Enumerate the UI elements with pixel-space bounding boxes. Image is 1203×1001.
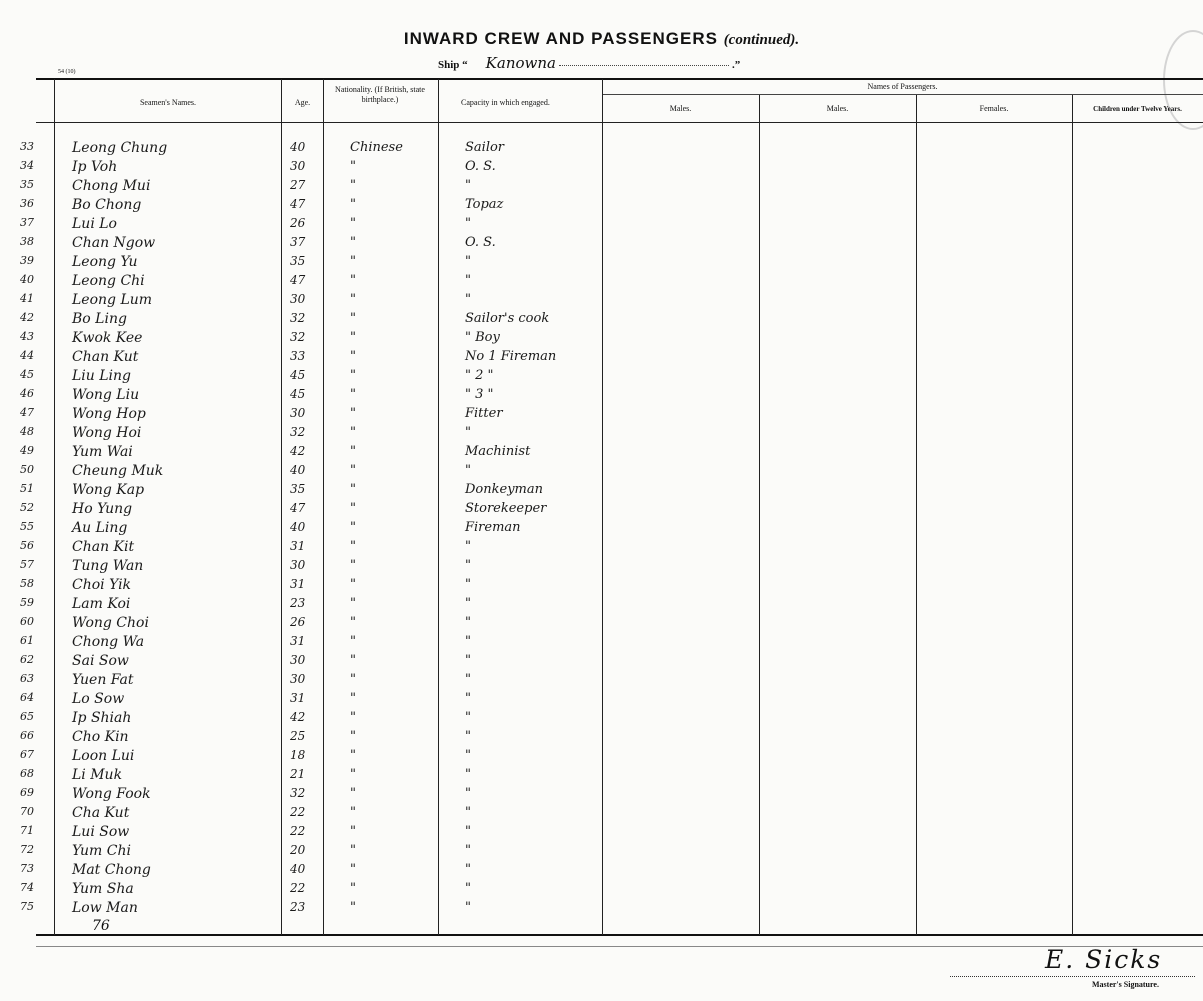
seaman-age: 32: [290, 330, 306, 344]
seaman-name: Cha Kut: [72, 805, 130, 821]
crew-row: [20, 824, 600, 843]
seaman-capacity: ": [465, 748, 471, 763]
seaman-nationality: ": [350, 368, 356, 383]
crew-row: [20, 273, 600, 292]
seaman-name: Tung Wan: [72, 558, 144, 574]
crew-total: 76: [92, 918, 110, 934]
seaman-age: 32: [290, 786, 306, 800]
seaman-nationality: ": [350, 691, 356, 706]
seaman-nationality: ": [350, 349, 356, 364]
row-number: 50: [20, 463, 34, 476]
seaman-name: Chong Wa: [72, 634, 145, 650]
row-number: 34: [20, 159, 34, 172]
seaman-name: Li Muk: [72, 767, 123, 783]
seaman-capacity: ": [465, 463, 471, 478]
seaman-age: 18: [290, 748, 306, 762]
seaman-capacity: Storekeeper: [465, 501, 547, 516]
seaman-age: 33: [290, 349, 306, 363]
seaman-nationality: ": [350, 159, 356, 174]
seaman-nationality: ": [350, 862, 356, 877]
seaman-nationality: ": [350, 482, 356, 497]
row-number: 45: [20, 368, 34, 381]
crew-row: [20, 482, 600, 501]
header-children: Children under Twelve Years.: [1093, 105, 1182, 113]
seaman-nationality: ": [350, 292, 356, 307]
crew-row: [20, 767, 600, 786]
seaman-name: Wong Hop: [72, 406, 146, 422]
seaman-age: 37: [290, 235, 306, 249]
crew-row: [20, 615, 600, 634]
crew-row: [20, 387, 600, 406]
row-number: 47: [20, 406, 34, 419]
seaman-capacity: ": [465, 178, 471, 193]
seaman-name: Chan Ngow: [72, 235, 156, 251]
seaman-capacity: ": [465, 634, 471, 649]
seaman-name: Cheung Muk: [72, 463, 164, 479]
seaman-capacity: ": [465, 805, 471, 820]
seaman-name: Leong Yu: [72, 254, 138, 270]
seaman-nationality: ": [350, 387, 356, 402]
crew-row: [20, 197, 600, 216]
row-number: 43: [20, 330, 34, 343]
row-number: 48: [20, 425, 34, 438]
table-bottom-rule-thin: [36, 946, 1203, 947]
seaman-age: 20: [290, 843, 306, 857]
crew-row: [20, 501, 600, 520]
seaman-age: 31: [290, 539, 306, 553]
seaman-nationality: ": [350, 235, 356, 250]
row-number: 57: [20, 558, 34, 571]
ship-label: Ship: [438, 59, 460, 71]
seaman-capacity: ": [465, 216, 471, 231]
seaman-capacity: ": [465, 767, 471, 782]
seaman-age: 40: [290, 520, 306, 534]
row-number: 65: [20, 710, 34, 723]
seaman-nationality: ": [350, 444, 356, 459]
seaman-capacity: Machinist: [465, 444, 531, 459]
seaman-nationality: ": [350, 501, 356, 516]
seaman-nationality: ": [350, 178, 356, 193]
row-number: 41: [20, 292, 34, 305]
seaman-capacity: " 2 ": [465, 368, 494, 383]
seaman-name: Yum Chi: [72, 843, 131, 859]
row-number: 68: [20, 767, 34, 780]
seaman-name: Lui Sow: [72, 824, 130, 840]
seaman-name: Wong Choi: [72, 615, 149, 631]
table-bottom-rule: [36, 934, 1203, 936]
header-males-2: Males.: [826, 104, 849, 113]
row-number: 46: [20, 387, 34, 400]
ship-name: Kanowna: [485, 54, 556, 72]
crew-row: [20, 235, 600, 254]
crew-row: [20, 520, 600, 539]
master-signature: E. Sicks: [1045, 945, 1163, 974]
crew-row: [20, 729, 600, 748]
seaman-age: 42: [290, 710, 306, 724]
seaman-age: 45: [290, 387, 306, 401]
row-number: 39: [20, 254, 34, 267]
row-number: 42: [20, 311, 34, 324]
seaman-capacity: " 3 ": [465, 387, 494, 402]
seaman-name: Cho Kin: [72, 729, 129, 745]
seaman-capacity: Sailor: [465, 140, 505, 155]
crew-row: [20, 653, 600, 672]
seaman-age: 35: [290, 482, 306, 496]
seaman-age: 23: [290, 596, 306, 610]
seaman-nationality: ": [350, 653, 356, 668]
seaman-age: 22: [290, 881, 306, 895]
seaman-capacity: ": [465, 786, 471, 801]
crew-row: [20, 368, 600, 387]
seaman-name: Low Man: [72, 900, 138, 916]
seaman-age: 22: [290, 805, 306, 819]
seaman-nationality: ": [350, 615, 356, 630]
seaman-age: 31: [290, 634, 306, 648]
header-nationality: Nationality. (If British, state birthplace.): [335, 85, 425, 104]
seaman-nationality: ": [350, 425, 356, 440]
seaman-capacity: ": [465, 862, 471, 877]
crew-row: [20, 406, 600, 425]
seaman-nationality: ": [350, 330, 356, 345]
seaman-age: 35: [290, 254, 306, 268]
ship-open-quote: “: [462, 59, 468, 71]
seaman-age: 40: [290, 140, 306, 154]
crew-row: [20, 349, 600, 368]
seaman-name: Ho Yung: [72, 501, 133, 517]
row-number: 70: [20, 805, 34, 818]
seaman-capacity: ": [465, 254, 471, 269]
seaman-capacity: ": [465, 425, 471, 440]
seaman-capacity: O. S.: [465, 159, 496, 174]
seaman-capacity: ": [465, 577, 471, 592]
row-number: 52: [20, 501, 34, 514]
crew-row: [20, 577, 600, 596]
seaman-name: Yum Sha: [72, 881, 134, 897]
seaman-capacity: ": [465, 691, 471, 706]
form-number: 54 (10): [58, 69, 76, 75]
seaman-age: 30: [290, 406, 306, 420]
seaman-name: Yuen Fat: [72, 672, 134, 688]
seaman-name: Chong Mui: [72, 178, 151, 194]
seaman-capacity: ": [465, 292, 471, 307]
crew-row: [20, 805, 600, 824]
header-names-of-passengers: Names of Passengers.: [867, 82, 938, 91]
ship-close-quote: .”: [731, 59, 741, 71]
row-number: 75: [20, 900, 34, 913]
row-number: 67: [20, 748, 34, 761]
seaman-age: 30: [290, 672, 306, 686]
crew-row: [20, 862, 600, 881]
row-number: 58: [20, 577, 34, 590]
seaman-name: Lo Sow: [72, 691, 125, 707]
crew-row: [20, 254, 600, 273]
seaman-capacity: Fireman: [465, 520, 521, 535]
crew-row: [20, 330, 600, 349]
seaman-nationality: ": [350, 710, 356, 725]
seaman-nationality: ": [350, 539, 356, 554]
seaman-name: Choi Yik: [72, 577, 132, 593]
seaman-name: Kwok Kee: [72, 330, 143, 346]
column-divider: [602, 79, 603, 935]
crew-row: [20, 178, 600, 197]
crew-row: [20, 672, 600, 691]
seaman-age: 31: [290, 691, 306, 705]
crew-row: [20, 425, 600, 444]
crew-row: [20, 292, 600, 311]
seaman-age: 30: [290, 292, 306, 306]
row-number: 55: [20, 520, 34, 533]
seaman-capacity: " Boy: [465, 330, 500, 345]
ship-dotted-line: [559, 65, 729, 66]
seaman-capacity: ": [465, 596, 471, 611]
seaman-age: 47: [290, 501, 306, 515]
row-number: 36: [20, 197, 34, 210]
seaman-nationality: ": [350, 729, 356, 744]
seaman-capacity: ": [465, 615, 471, 630]
row-number: 63: [20, 672, 34, 685]
seaman-age: 25: [290, 729, 306, 743]
seaman-name: Chan Kut: [72, 349, 139, 365]
row-number: 61: [20, 634, 34, 647]
row-number: 71: [20, 824, 34, 837]
seaman-capacity: ": [465, 558, 471, 573]
seaman-nationality: ": [350, 273, 356, 288]
seaman-nationality: ": [350, 824, 356, 839]
crew-row: [20, 140, 600, 159]
seaman-nationality: ": [350, 311, 356, 326]
crew-row: [20, 900, 600, 919]
row-number: 72: [20, 843, 34, 856]
row-number: 66: [20, 729, 34, 742]
seaman-age: 42: [290, 444, 306, 458]
seaman-capacity: ": [465, 672, 471, 687]
table-top-rule: [36, 78, 1203, 80]
title-text: INWARD CREW AND PASSENGERS: [403, 29, 718, 48]
seaman-nationality: ": [350, 900, 356, 915]
seaman-capacity: ": [465, 539, 471, 554]
seaman-nationality: ": [350, 634, 356, 649]
seaman-name: Sai Sow: [72, 653, 129, 669]
seaman-capacity: Donkeyman: [465, 482, 543, 497]
seaman-age: 30: [290, 558, 306, 572]
row-number: 73: [20, 862, 34, 875]
seaman-capacity: ": [465, 653, 471, 668]
seaman-name: Mat Chong: [72, 862, 151, 878]
seaman-capacity: ": [465, 729, 471, 744]
row-number: 59: [20, 596, 34, 609]
seaman-nationality: ": [350, 881, 356, 896]
seaman-capacity: ": [465, 900, 471, 915]
seaman-nationality: ": [350, 463, 356, 478]
seaman-nationality: Chinese: [350, 140, 403, 155]
crew-row: [20, 216, 600, 235]
seaman-age: 23: [290, 900, 306, 914]
seaman-capacity: Topaz: [465, 197, 504, 212]
seaman-nationality: ": [350, 577, 356, 592]
seaman-name: Wong Kap: [72, 482, 145, 498]
seaman-name: Leong Chung: [72, 140, 168, 156]
row-number: 37: [20, 216, 34, 229]
header-capacity: Capacity in which engaged.: [461, 98, 550, 107]
seaman-capacity: ": [465, 710, 471, 725]
row-number: 49: [20, 444, 34, 457]
seaman-nationality: ": [350, 254, 356, 269]
crew-row: [20, 710, 600, 729]
seaman-nationality: ": [350, 672, 356, 687]
signature-label: Master's Signature.: [1092, 980, 1159, 989]
row-number: 35: [20, 178, 34, 191]
seaman-capacity: O. S.: [465, 235, 496, 250]
seaman-nationality: ": [350, 748, 356, 763]
row-number: 60: [20, 615, 34, 628]
crew-row: [20, 634, 600, 653]
header-age: Age.: [294, 98, 311, 107]
seaman-age: 40: [290, 862, 306, 876]
seaman-nationality: ": [350, 520, 356, 535]
seaman-age: 32: [290, 425, 306, 439]
column-divider: [759, 95, 760, 935]
seaman-age: 26: [290, 216, 306, 230]
row-number: 51: [20, 482, 34, 495]
seaman-name: Bo Chong: [72, 197, 142, 213]
header-seamen-names: Seamen's Names.: [139, 98, 197, 107]
title-suffix: (continued).: [723, 32, 800, 48]
passengers-subheader-rule: [602, 94, 1203, 95]
column-divider: [1072, 95, 1073, 935]
seaman-nationality: ": [350, 558, 356, 573]
crew-row: [20, 159, 600, 178]
seaman-capacity: Sailor's cook: [465, 311, 550, 326]
seaman-capacity: Fitter: [465, 406, 503, 421]
seaman-age: 32: [290, 311, 306, 325]
crew-row: [20, 311, 600, 330]
seaman-nationality: ": [350, 843, 356, 858]
seaman-name: Lui Lo: [72, 216, 117, 232]
seaman-age: 40: [290, 463, 306, 477]
seaman-age: 31: [290, 577, 306, 591]
seaman-name: Chan Kit: [72, 539, 135, 555]
seaman-nationality: ": [350, 805, 356, 820]
row-number: 44: [20, 349, 34, 362]
ship-line: [438, 54, 740, 72]
row-number: 74: [20, 881, 34, 894]
row-number: 33: [20, 140, 34, 153]
row-number: 38: [20, 235, 34, 248]
seaman-capacity: ": [465, 824, 471, 839]
crew-row: [20, 748, 600, 767]
crew-row: [20, 843, 600, 862]
seaman-age: 45: [290, 368, 306, 382]
crew-row: [20, 463, 600, 482]
seaman-nationality: ": [350, 767, 356, 782]
seaman-capacity: ": [465, 273, 471, 288]
seaman-name: Loon Lui: [72, 748, 135, 764]
seaman-name: Bo Ling: [72, 311, 127, 327]
row-number: 56: [20, 539, 34, 552]
crew-row: [20, 596, 600, 615]
seaman-name: Ip Shiah: [72, 710, 132, 726]
seaman-age: 30: [290, 653, 306, 667]
seaman-name: Liu Ling: [72, 368, 131, 384]
seaman-name: Yum Wai: [72, 444, 133, 460]
crew-row: [20, 444, 600, 463]
seaman-age: 30: [290, 159, 306, 173]
seaman-age: 27: [290, 178, 306, 192]
seaman-name: Au Ling: [72, 520, 128, 536]
row-number: 40: [20, 273, 34, 286]
column-divider: [916, 95, 917, 935]
seaman-age: 47: [290, 197, 306, 211]
seaman-name: Lam Koi: [72, 596, 131, 612]
signature-line: [950, 976, 1195, 977]
crew-row: [20, 881, 600, 900]
seaman-age: 21: [290, 767, 306, 781]
seaman-name: Wong Liu: [72, 387, 140, 403]
row-number: 69: [20, 786, 34, 799]
seaman-age: 26: [290, 615, 306, 629]
seaman-capacity: ": [465, 881, 471, 896]
seaman-nationality: ": [350, 786, 356, 801]
seaman-age: 22: [290, 824, 306, 838]
seaman-name: Wong Fook: [72, 786, 151, 802]
seaman-nationality: ": [350, 216, 356, 231]
seaman-capacity: ": [465, 843, 471, 858]
row-number: 62: [20, 653, 34, 666]
seaman-age: 47: [290, 273, 306, 287]
seaman-name: Ip Voh: [72, 159, 118, 175]
header-males-1: Males.: [669, 104, 692, 113]
seaman-capacity: No 1 Fireman: [465, 349, 557, 364]
seaman-name: Leong Lum: [72, 292, 153, 308]
seaman-nationality: ": [350, 406, 356, 421]
table-header-rule: [36, 122, 1203, 123]
form-title: [0, 29, 1203, 49]
header-females: Females.: [979, 104, 1009, 113]
seaman-nationality: ": [350, 197, 356, 212]
crew-row: [20, 539, 600, 558]
crew-row: [20, 691, 600, 710]
crew-row: [20, 558, 600, 577]
seaman-name: Wong Hoi: [72, 425, 142, 441]
row-number: 64: [20, 691, 34, 704]
seaman-name: Leong Chi: [72, 273, 145, 289]
crew-row: [20, 786, 600, 805]
seaman-nationality: ": [350, 596, 356, 611]
